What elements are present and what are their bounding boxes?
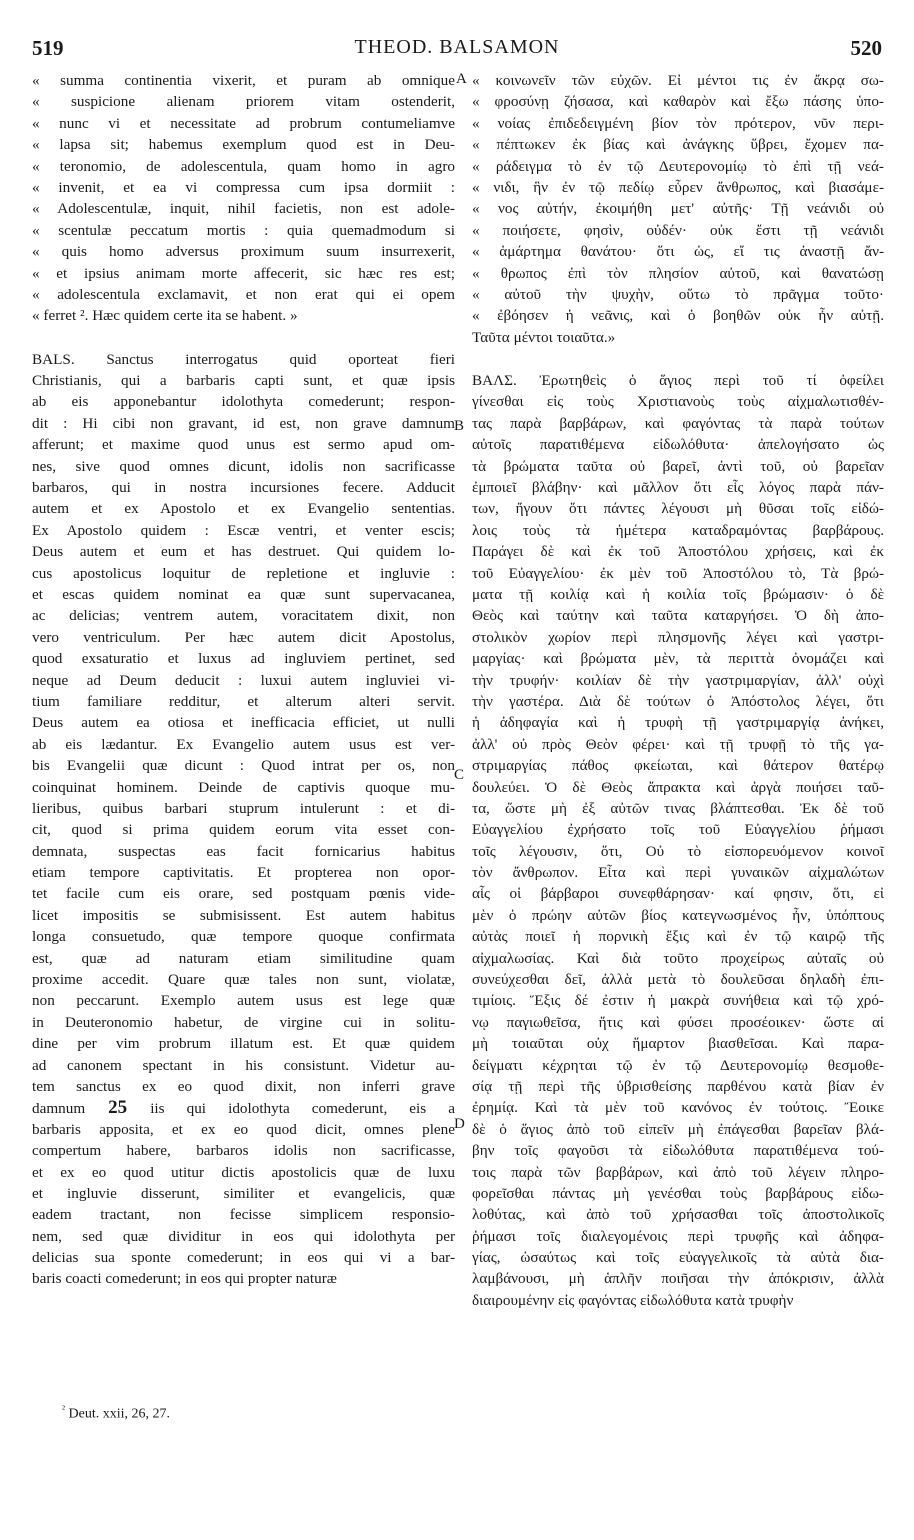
text-line: baris coacti comederunt; in eos qui propter naturæ bbox=[32, 1270, 337, 1288]
text-line: αὐτὰς ποιεῖ ἡ πορνικὴ ἕξις καὶ ἐν τῷ καιρῷ τῆς bbox=[472, 928, 884, 946]
text-line: « θρωπος ἐπὶ τὸν πλησίον αὐτοῦ, καὶ θανατώσῃ bbox=[472, 264, 884, 282]
text-line: « suspicione alienam priorem vitam ostenderit, bbox=[32, 93, 455, 111]
text-line: Deus autem ea otiosa et inefficacia efficiet, ut nulli bbox=[32, 714, 455, 732]
text-line: « νος αὐτήν, ἐκοιμήθη μετ' αὐτῆς· Τῇ νεάνιδι οὐ bbox=[472, 200, 884, 218]
text-line: ματα τῇ κοιλίᾳ καὶ ἡ κοιλία τοῖς βρώμασιν· ὁ δὲ bbox=[472, 585, 884, 603]
text-line: Εὐαγγελίου ἐχρήσατο τοῖς τοῦ Εὐαγγελίου ῥήμασι bbox=[472, 821, 884, 839]
text-line: tet facile cum eis orare, sed postquam pœnis vide- bbox=[32, 885, 455, 903]
running-title: THEOD. BALSAMON bbox=[354, 36, 560, 58]
text-line: damnum 25 iis qui idolothyta comederunt, eis a bbox=[32, 1097, 455, 1119]
greek-para2 bbox=[472, 370, 884, 1311]
text-line: Ταῦτα μέντοι τοιαῦτα.» bbox=[472, 328, 616, 346]
text-line: γίνεσθαι εἰς τοὺς Χριστιανοὺς τοὺς αἰχμαλωτισθέν- bbox=[472, 393, 884, 411]
text-line: Ex Apostolo quidem : Escæ ventri, et venter escis; bbox=[32, 521, 455, 539]
margin-letter-d: D bbox=[454, 1116, 465, 1132]
text-line: et ex eo quod utitur dictis apostolicis quæ de luxu bbox=[32, 1163, 455, 1181]
text-line: demnata, suspectas eas facit fornicarius habitus bbox=[32, 842, 455, 860]
margin-letter-a: A bbox=[456, 71, 467, 87]
text-line: « quis homo adversus proximum suum insurrexerit, bbox=[32, 243, 455, 261]
text-line: ab eis apponebantur idolothyta comederunt; respon- bbox=[32, 393, 455, 411]
text-line: « ἐβόησεν ἡ νεᾶνις, καὶ ὁ βοηθῶν οὐκ ἦν αὐτῇ. bbox=[472, 307, 884, 325]
text-line: « et ipsius animam morte affecerit, sic hæc res est; bbox=[32, 264, 455, 282]
text-line: τοῖς λέγουσιν, ὅτι, Οὐ τὸ εἰσπορευόμενον κοινοῖ bbox=[472, 842, 884, 860]
text-line: Παράγει δὲ καὶ ἐκ τοῦ Ἀποστόλου χρήσεις, καὶ ἐκ bbox=[472, 543, 884, 561]
text-line: « αὐτοῦ τὴν ψυχὴν, οὕτω τὸ πρᾶγμα τοῦτο· bbox=[472, 285, 884, 303]
text-line: « ράδειγμα τὸ ἐν τῷ Δευτερονομίῳ τὸ ἐπὶ τῇ νεά- bbox=[472, 157, 884, 175]
text-line: vero ventriculum. Per hæc autem dicit Apostolus, bbox=[32, 628, 455, 646]
latin-para2 bbox=[32, 349, 455, 1290]
text-line: « nunc vi et necessitate ad probrum contumeliamve bbox=[32, 114, 455, 132]
text-line: bis Evangelii quæ dicunt : Quod intrat per os, non bbox=[32, 757, 455, 775]
text-line: tem sanctus ex eo quod dixit, non inferri grave bbox=[32, 1077, 455, 1095]
text-line: ἡ ἀδηφαγία καὶ ἡ τρυφὴ τῇ γαστριμαργίᾳ ἀνήκει, bbox=[472, 714, 884, 732]
text-line: σίᾳ τῇ περὶ τῆς ὑβρισθείσης παρθένου κατὰ βίαν ἐν bbox=[472, 1077, 884, 1095]
text-line: τοῦ Εὐαγγελίου· ἐκ μὲν τοῦ Ἀποστόλου τὸ, Τὰ βρώ- bbox=[472, 564, 884, 582]
text-line: φορεῖσθαι πάντας μὴ γενέσθαι τοὺς βαρβάρους εἰδω- bbox=[472, 1184, 884, 1202]
margin-number: 25 bbox=[85, 1097, 151, 1119]
text-line: neque ad Deum deducit : luxui autem ingluviei vi- bbox=[32, 671, 455, 689]
text-line: διαιρουμένην εἰς φαγόντας εἰδωλόθυτα κατὰ τρυφὴν bbox=[472, 1291, 794, 1309]
margin-letter-b: B bbox=[454, 418, 465, 434]
text-line: tium familiare redditur, et alterum alteri servit. bbox=[32, 692, 455, 710]
text-line: « νοίας ἐπιδεδειγμένη βίον τὸν πρότερον, νῦν περι- bbox=[472, 114, 884, 132]
text-line: quod exsaturatio et luxus ad ingluviem pertinet, sed bbox=[32, 650, 455, 668]
text-line: « Adolescentulæ, inquit, nihil facietis, non est adole- bbox=[32, 200, 455, 218]
text-line: ἐμποιεῖ βλάβην· καὶ μᾶλλον ὅτι εἷς λόγος παρὰ πάν- bbox=[472, 479, 884, 497]
text-line: etiam tempore captivitatis. Et propterea non opor- bbox=[32, 864, 455, 882]
text-line: ad canonem spectant in his consistunt. Videtur au- bbox=[32, 1056, 455, 1074]
text-line: coinquinat hominem. Deinde de captivis quoque mu- bbox=[32, 778, 455, 796]
text-line: barbaris apposita, et ex eo quod dicit, omnes plene bbox=[32, 1120, 455, 1138]
text-line: in Deuteronomio habetur, de virgine cui in solitu- bbox=[32, 1013, 455, 1031]
text-line: « lapsa sit; habemus exemplum quod est in Deu- bbox=[32, 136, 455, 154]
text-line: γίας, ὡσαύτως καὶ τοῖς εὐαγγελικοῖς τὰ αὐτὰ δια- bbox=[472, 1249, 884, 1267]
text-line: Christianis, qui a barbaris capti sunt, et quæ ipsis bbox=[32, 372, 455, 390]
text-line: BALS. Sanctus interrogatus quid oporteat fieri bbox=[32, 350, 455, 368]
latin-para1 bbox=[32, 70, 455, 327]
text-line: τα, ὥστε μὴ ἐξ αὐτῶν τινας βλάπτεσθαι. Ἐκ δὲ τοῦ bbox=[472, 799, 884, 817]
text-line: « ποιήσετε, φησὶν, οὐδέν· οὐκ ἔστι τῇ νεάνιδι bbox=[472, 221, 884, 239]
text-line: μαργίας· καὶ βρώματα μὲν, τὰ περιττὰ ὀνομάζει καὶ bbox=[472, 650, 884, 668]
page-number-left: 519 bbox=[32, 36, 64, 60]
text-line: λοθύτας, καὶ ἀπὸ τοῦ χρήσασθαι τοῖς ἀποστολικοῖς bbox=[472, 1206, 884, 1224]
text-line: των, ἤγουν ὅτι πάντες λέγουσι μὴ θῦσαι τοῖς εἰδώ- bbox=[472, 500, 884, 518]
text-line: « invenit, et ea vi compressa cum ipsa dormiit : bbox=[32, 178, 455, 196]
text-line: στολικὸν χωρίον περὶ πλησμονῆς λέγει καὶ γαστρι- bbox=[472, 628, 884, 646]
text-line: Θεὸς καὶ ταύτην καὶ ταῦτα καταργήσει. Ὁ δὴ ἀπο- bbox=[472, 607, 884, 625]
text-line: λοις τοὺς τὰ ἡμέτερα καταδραμόντας βαρβάρους. bbox=[472, 521, 884, 539]
text-line: ab eis lædantur. Ex Evangelio autem usus est ver- bbox=[32, 735, 455, 753]
paragraph-gap bbox=[472, 348, 884, 370]
text-line: Deus autem et eum et has destruet. Qui quidem lo- bbox=[32, 543, 455, 561]
text-line: eadem tractant, non fecisse simplicem responsio- bbox=[32, 1206, 455, 1224]
text-line: « ferret ². Hæc quidem certe ita se habent. » bbox=[32, 307, 298, 325]
text-line: « κοινωνεῖν τῶν εὐχῶν. Εἰ μέντοι τις ἐν ἄκρᾳ σω- bbox=[472, 72, 884, 89]
text-line: τὴν τρυφήν· κοιλίαν δὲ τὴν γαστριμαργίαν, ἀλλ' οὐχὶ bbox=[472, 671, 884, 689]
text-line: λαμβάνουσι, μὴ ἁπλῆν ποιῆσαι τὴν ἀπόκρισιν, ἀλλὰ bbox=[472, 1270, 884, 1288]
footnote-marker: ² bbox=[62, 1404, 65, 1415]
text-line: μὲν ὁ πρώην αὐτῶν βίος κατεγνωσμένος ἦν, ὑπόπτους bbox=[472, 906, 884, 924]
margin-letter-c: C bbox=[454, 767, 465, 783]
text-line: « νιδι, ἣν ἐν τῷ πεδίῳ εὗρεν ἄνθρωπος, καὶ βιασάμε- bbox=[472, 178, 884, 196]
text-line: νῳ παγιωθεῖσα, ἥτις καὶ φύσει προσέοικεν· ὥστε αἱ bbox=[472, 1013, 884, 1031]
text-line: « teronomio, de adolescentula, quam homo in agro bbox=[32, 157, 455, 175]
text-line: et ingluvie disserunt, similiter et evangelicis, quæ bbox=[32, 1184, 455, 1202]
text-line: proxime accedit. Quare quæ tales non sunt, violatæ, bbox=[32, 971, 455, 989]
text-line: barbaros, qui in nostra incursiones fecere. Adducit bbox=[32, 479, 455, 497]
text-line: ἀλλ' οὐ πρὸς Θεὸν φέρει· καὶ τῇ τρυφῇ τὸ τῆς γα- bbox=[472, 735, 884, 753]
text-line: « scentulæ peccatum mortis : quia quemadmodum si bbox=[32, 221, 455, 239]
footnote bbox=[62, 1404, 170, 1423]
text-line: δὲ ὁ ἅγιος ἀπὸ τοῦ εἰπεῖν μὴ ἐπάγεσθαι βαρεῖαν βλά- bbox=[472, 1120, 884, 1138]
text-line: compertum habere, barbaros idolis non sacrificasse, bbox=[32, 1142, 455, 1160]
text-line: est, quæ ad naturam etiam similitudine quam bbox=[32, 949, 455, 967]
text-line: cit, quod si prima quidem eorum vita esset con- bbox=[32, 821, 455, 839]
text-line: et escas quidem nominat ea quæ sunt supervacanea, bbox=[32, 585, 455, 603]
text-line: τὸν ἄνθρωπον. Εἶτα καὶ περὶ γυναικῶν αἰχμαλώτων bbox=[472, 864, 884, 882]
greek-column bbox=[472, 70, 884, 1311]
text-line: αἷς οἱ βάρβαροι συνεφθάρησαν· καί φησιν, ὅτι, εἰ bbox=[472, 885, 884, 903]
text-line: τὰ βρώματα ταῦτα οὐ βαρεῖ, ἀντὶ τοῦ, οὐ βαρεῖαν bbox=[472, 457, 884, 475]
text-line: βην τοῖς φαγοῦσι τὰ εἰδωλόθυτα παρατιθέμενα τού- bbox=[472, 1142, 884, 1160]
text-line: συνεύχεσθαι δεῖ, ἀλλὰ μετὰ τὸ δουλεῦσαι δηλαδὴ ἐπι- bbox=[472, 971, 884, 989]
text-line: non peccarunt. Exemplo autem usus est lege quæ bbox=[32, 992, 455, 1010]
text-line: « ἁμάρτημα θανάτου· ὅτι ὡς, εἴ τις ἀναστῇ ἄν- bbox=[472, 243, 884, 261]
text-line: ῥήμασι τοῖς διαλεγομένοις περὶ τρυφῆς καὶ ἀδηφα- bbox=[472, 1227, 884, 1245]
text-line: « adolescentula exclamavit, et non erat qui ei opem bbox=[32, 285, 455, 303]
text-line: αὐτοῖς παρατιθέμενα εἰδωλόθυτα· ἀπελογήσατο ὡς bbox=[472, 436, 884, 454]
text-line: αἰχμαλωσίας. Καὶ διὰ τοῦτο προχείρως αὐταῖς οὐ bbox=[472, 949, 884, 967]
text-line: lieribus, quibus barbari stuprum intulerunt : et di- bbox=[32, 799, 455, 817]
text-line: « summa continentia vixerit, et puram ab omnique bbox=[32, 72, 455, 89]
text-line: μὴ τοιαῦται οὐχ ἥμαρτον βιασθεῖσαι. Καὶ παρα- bbox=[472, 1035, 884, 1053]
text-line: στριμαργίας πάθος φκείωται, καὶ θάτερον θατέρῳ bbox=[472, 757, 884, 775]
page-header bbox=[32, 36, 882, 66]
text-line: « πέπτωκεν ἐκ βίας καὶ ἀνάγκης ὕβρει, ἔχομεν πα- bbox=[472, 136, 884, 154]
text-line: nem, sed quæ dividitur in eos qui idolothyta per bbox=[32, 1227, 455, 1245]
text-line: afferunt; et maxime quod unus est sermo apud om- bbox=[32, 436, 455, 454]
text-line: τας παρὰ βαρβάρων, καὶ φαγόντας τὰ παρὰ τούτων bbox=[472, 414, 884, 432]
text-line: dine per vim probrum illatum est. Et quæ quidem bbox=[32, 1035, 455, 1053]
latin-column bbox=[32, 70, 455, 1290]
text-line: autem et ex Apostolo et ex Evangelio sententias. bbox=[32, 500, 455, 518]
text-line: dit : Hi cibi non gravant, id est, non grave damnum bbox=[32, 414, 455, 432]
text-line: τὴν γαστέρα. Διὰ δὲ τούτων ὁ Ἀπόστολος λέγει, ὅτι bbox=[472, 692, 884, 710]
text-line: longa consuetudo, quæ tempore quoque confirmata bbox=[32, 928, 455, 946]
text-line: δουλεύει. Ὁ δὲ Θεὸς ἄπρακτα καὶ ἀργὰ ποιήσει ταῦ- bbox=[472, 778, 884, 796]
text-line: nes, sive quod omnes dicunt, idolis non sacrificasse bbox=[32, 457, 455, 475]
text-line: τοις παρὰ τῶν βαρβάρων, καὶ ἀπὸ τοῦ λέγειν πληρο- bbox=[472, 1163, 884, 1181]
text-line: δείγματι κέχρηται τῷ ἐν τῷ Δευτερονομίῳ θεσμοθε- bbox=[472, 1056, 884, 1074]
text-line: τιμίοις. Ἕξις δέ ἐστιν ἡ μακρὰ συνήθεια καὶ τῷ χρό- bbox=[472, 992, 884, 1010]
text-line: delicias sua sponte comederunt; in eos qui vi a bar- bbox=[32, 1249, 455, 1267]
text-line: ἐρημίᾳ. Καὶ τὰ μὲν τοῦ κανόνος ἐν τούτοις. Ἔοικε bbox=[472, 1099, 884, 1117]
page-number-right: 520 bbox=[850, 36, 882, 60]
paragraph-gap bbox=[32, 327, 455, 349]
text-line: « φροσύνῃ ζήσασα, καὶ καθαρὸν καὶ ἔξω πάσης ὑπο- bbox=[472, 93, 884, 111]
text-line: ac delicias; ventrem autem, voracitatem dixit, non bbox=[32, 607, 455, 625]
text-line: ΒΑΛΣ. Ἐρωτηθεὶς ὁ ἅγιος περὶ τοῦ τί ὀφείλει bbox=[472, 372, 884, 390]
text-line: licet impositis se submisissent. Est autem habitus bbox=[32, 906, 455, 924]
text-line: cus apostolicus loquitur de repletione et ingluvie : bbox=[32, 564, 455, 582]
text-fragment: iis qui idolothyta comederunt, eis a bbox=[150, 1100, 455, 1118]
greek-para1 bbox=[472, 70, 884, 348]
footnote-text: Deut. xxii, 26, 27. bbox=[68, 1406, 170, 1422]
